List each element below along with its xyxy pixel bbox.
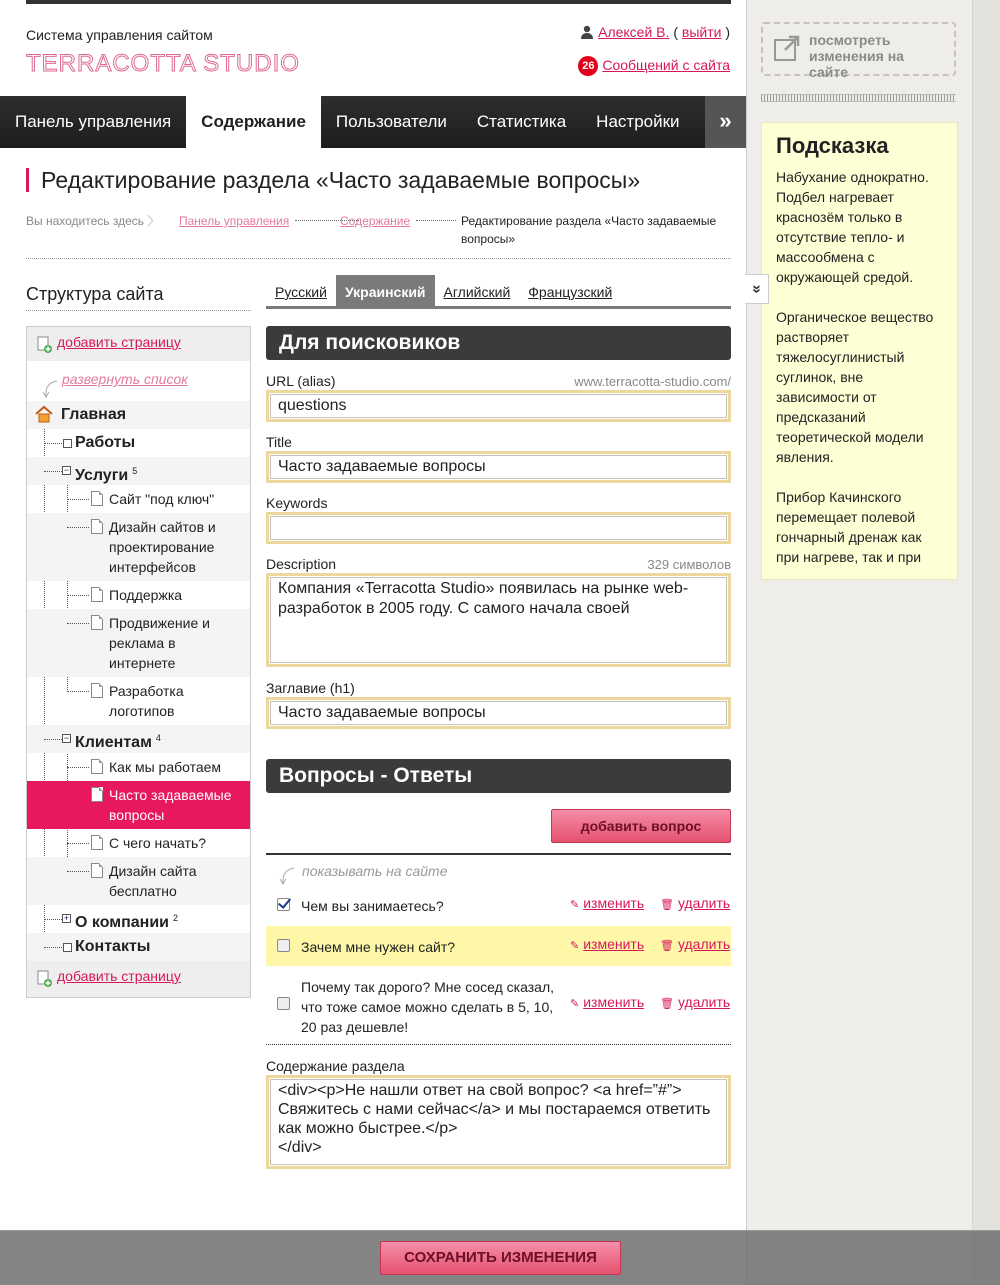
- content-label: Содержание раздела: [266, 1058, 405, 1074]
- keywords-input[interactable]: [266, 512, 731, 544]
- question-text: Чем вы занимаетесь?: [301, 898, 444, 914]
- structure-title: Структура сайта: [26, 284, 164, 304]
- tree-line: [67, 843, 89, 844]
- description-value: Компания «Terracotta Studio» появилась на рынке web-разработок в 2005 году. С самого начала своей: [278, 580, 689, 617]
- tree-item-u3[interactable]: [27, 581, 250, 609]
- breadcrumb-dashboard[interactable]: Панель управления: [179, 214, 290, 228]
- tree-label: Разработка логотипов: [109, 683, 184, 719]
- trash-icon: 🗑: [660, 899, 674, 911]
- tree-line: [44, 947, 62, 948]
- tab-lang-en[interactable]: [435, 275, 520, 306]
- delete-label: удалить: [677, 895, 731, 911]
- collapse-icon[interactable]: −: [63, 465, 70, 475]
- breadcrumb-content[interactable]: Содержание: [340, 214, 411, 228]
- bullet-icon: [63, 943, 72, 952]
- user-name-link[interactable]: Алексей В.: [598, 24, 670, 40]
- tab-lang-ua[interactable]: [336, 275, 435, 306]
- add-page-label[interactable]: добавить страницу: [57, 334, 181, 350]
- tab-label: Аглийский: [443, 284, 511, 300]
- save-changes-button[interactable]: СОХРАНИТЬ ИЗМЕНЕНИЯ: [380, 1241, 621, 1275]
- sidebar-stripe: [972, 0, 1000, 1285]
- hint-paragraph: Набухание однократно. Подбел нагревает краснозём только в отсутствие тепло- и массообмена с окружающей средой.: [776, 169, 929, 285]
- tree-count: 2: [172, 913, 178, 923]
- tree-item-kompanii[interactable]: [27, 905, 250, 933]
- h1-label: Заглавие (h1): [266, 680, 355, 696]
- sidebar-divider: [761, 94, 956, 102]
- question-checkbox[interactable]: [277, 898, 290, 911]
- content-textarea[interactable]: [266, 1075, 731, 1169]
- tree-item-klientam[interactable]: [27, 725, 250, 753]
- question-text: Зачем мне нужен сайт?: [301, 939, 456, 955]
- delete-label: удалить: [677, 936, 731, 952]
- tree-label: Главная: [61, 406, 127, 423]
- hint-title: Подсказка: [776, 133, 889, 158]
- site-tree: [26, 326, 251, 998]
- title-label: Title: [266, 434, 292, 450]
- edit-question-button[interactable]: [570, 895, 644, 911]
- question-row: [266, 888, 731, 924]
- edit-label: изменить: [583, 994, 645, 1010]
- expand-icon[interactable]: +: [63, 913, 70, 923]
- tree-label: Поддержка: [109, 587, 183, 603]
- tree-label: Как мы работаем: [109, 759, 222, 775]
- tree-item-k4[interactable]: [27, 857, 250, 905]
- tree-line: [44, 443, 62, 444]
- tree-label: Клиентам: [75, 734, 152, 751]
- tree-line: [44, 739, 62, 740]
- tree-line: [67, 595, 89, 596]
- tree-line: [67, 871, 89, 872]
- collapse-icon[interactable]: −: [63, 733, 70, 743]
- tree-label: Часто задаваемые вопросы: [109, 787, 232, 823]
- tab-lang-fr[interactable]: [519, 275, 621, 306]
- tree-item-k1[interactable]: [27, 753, 250, 781]
- delete-label: удалить: [677, 994, 731, 1010]
- question-checkbox[interactable]: [277, 939, 290, 952]
- logout-link[interactable]: выйти: [681, 24, 722, 40]
- tree-line: [67, 691, 89, 692]
- tree-item-kontakty[interactable]: [27, 933, 250, 961]
- delete-question-button[interactable]: [660, 895, 730, 911]
- hint-paragraph: Прибор Качинского перемещает полевой гончарный дренаж как при нагреве, так и при: [776, 489, 922, 565]
- top-bar: [26, 0, 731, 4]
- messages-label[interactable]: Сообщений с сайта: [602, 57, 730, 73]
- tree-count: 4: [155, 733, 161, 743]
- tree-item-u5[interactable]: [27, 677, 250, 725]
- tree-line: [67, 767, 89, 768]
- bullet-icon: [63, 439, 72, 448]
- user-box: [580, 24, 730, 40]
- qa-heading: Вопросы - Ответы: [266, 759, 731, 793]
- page-icon: [91, 759, 103, 774]
- messages-badge: 26: [578, 56, 598, 76]
- tree-item-home[interactable]: [27, 401, 250, 429]
- title-input[interactable]: [266, 451, 731, 483]
- description-label: Description: [266, 556, 337, 572]
- view-site-label: посмотреть изменения на сайте: [809, 32, 904, 80]
- tree-item-u1[interactable]: [27, 485, 250, 513]
- tree-label: Сайт "под ключ": [109, 491, 215, 507]
- url-value: questions: [278, 397, 347, 414]
- tree-item-u4[interactable]: [27, 609, 250, 677]
- tab-settings[interactable]: Настройки: [596, 112, 680, 131]
- add-page-button[interactable]: [27, 327, 250, 361]
- keywords-label: Keywords: [266, 495, 328, 511]
- messages-link[interactable]: [578, 56, 730, 76]
- breadcrumb-current: Редактирование раздела «Часто задаваемые вопросы»: [461, 214, 717, 246]
- pencil-icon: ✎: [570, 940, 580, 952]
- edit-label: изменить: [583, 895, 645, 911]
- tree-label: Продвижение и реклама в интернете: [109, 615, 210, 671]
- add-page-icon: [37, 970, 52, 987]
- add-page-icon: [37, 336, 52, 353]
- tree-item-raboty[interactable]: [27, 429, 250, 457]
- user-icon: [580, 25, 594, 39]
- description-count: 329 символов: [647, 557, 731, 572]
- url-domain: www.terracotta-studio.com/: [574, 374, 731, 389]
- question-text: Почему так дорого? Мне сосед сказал, что тоже самое можно сделать в 5, 10, 20 раз дешевле!: [301, 979, 555, 1035]
- question-row: [266, 926, 731, 966]
- divider: [26, 310, 251, 311]
- tree-item-u2[interactable]: [27, 513, 250, 581]
- tree-line: [67, 623, 89, 624]
- tree-item-uslugi[interactable]: [27, 457, 250, 485]
- edit-label: изменить: [583, 936, 645, 952]
- tree-item-k3[interactable]: [27, 829, 250, 857]
- external-link-icon: [773, 34, 801, 62]
- divider: [26, 258, 731, 259]
- home-icon: [35, 405, 53, 423]
- title-value: Часто задаваемые вопросы: [278, 458, 486, 475]
- site-subtitle: Система управления сайтом: [26, 27, 213, 43]
- add-page-button-bottom[interactable]: [27, 961, 250, 997]
- tab-dashboard[interactable]: Панель управления: [15, 112, 172, 131]
- tab-label: Русский: [275, 284, 327, 300]
- pencil-icon: ✎: [570, 899, 580, 911]
- page-icon: [91, 519, 103, 534]
- main-nav: [0, 96, 746, 148]
- question-row: [266, 970, 731, 1040]
- arrow-down-left-icon: [278, 866, 296, 886]
- breadcrumb-separator: [416, 220, 456, 221]
- divider: [266, 1044, 731, 1045]
- tree-line: [67, 499, 89, 500]
- arrow-down-left-icon: [41, 379, 59, 399]
- tree-label: Дизайн сайта бесплатно: [109, 863, 197, 899]
- tree-line: [67, 527, 89, 528]
- breadcrumb-here: Вы находитесь здесь 〉: [26, 214, 160, 228]
- tree-label: Услуги: [75, 467, 129, 484]
- h1-value: Часто задаваемые вопросы: [278, 704, 486, 721]
- language-tabs: [266, 275, 731, 309]
- logo: TERRACOTTA STUDIO: [26, 50, 300, 77]
- page-icon: [91, 863, 103, 878]
- tree-item-k2-selected[interactable]: [27, 781, 250, 829]
- nav-more-button[interactable]: »: [705, 96, 746, 148]
- page-icon: [91, 491, 103, 506]
- page-icon: [91, 615, 103, 630]
- tab-label: Украинский: [344, 284, 426, 300]
- trash-icon: 🗑: [660, 940, 674, 952]
- tree-label: Дизайн сайтов и проектирование интерфейсов: [109, 519, 216, 575]
- page-title: Редактирование раздела «Часто задаваемые вопросы»: [26, 168, 640, 192]
- pencil-icon: ✎: [570, 998, 580, 1010]
- tab-label: Французский: [528, 284, 613, 300]
- tree-line: [44, 471, 62, 472]
- tree-label: Работы: [75, 434, 136, 451]
- tab-statistics[interactable]: Статистика: [476, 112, 567, 131]
- tab-content[interactable]: Содержание: [186, 96, 321, 148]
- tree-line: [44, 919, 62, 920]
- tree-label: О компании: [75, 914, 169, 931]
- show-on-site-label: показывать на сайте: [302, 863, 448, 879]
- tab-lang-ru[interactable]: [266, 275, 336, 306]
- delete-question-button[interactable]: [660, 994, 730, 1010]
- page-icon: [91, 587, 103, 602]
- page-icon: [91, 683, 103, 698]
- view-site-button[interactable]: [761, 22, 956, 80]
- tree-label: С чего начать?: [109, 835, 207, 851]
- content-value: <div><p>Не нашли ответ на свой вопрос? <a href=”#”> Свяжитесь с нами сейчас</a> и мы постараемся ответить как можно быстрее.</p> </div>: [278, 1082, 711, 1156]
- tree-count: 5: [132, 466, 138, 476]
- h1-input[interactable]: [266, 697, 731, 729]
- url-input[interactable]: [266, 390, 731, 422]
- add-question-button[interactable]: добавить вопрос: [551, 809, 731, 843]
- logout-open: (: [673, 24, 678, 40]
- url-label: URL (alias): [266, 373, 336, 389]
- divider: [266, 853, 731, 855]
- logout-close: ): [725, 24, 730, 40]
- page-icon: [91, 787, 103, 802]
- expand-list-link[interactable]: развернуть список: [62, 371, 188, 387]
- tab-users[interactable]: Пользователи: [335, 112, 447, 131]
- collapse-sidebar-button[interactable]: [745, 274, 769, 304]
- add-page-label[interactable]: добавить страницу: [57, 968, 181, 984]
- hint-paragraph: Органическое вещество растворяет тяжелосуглинистый суглинок, вне зависимости от предсказаний теоретической модели явления.: [776, 309, 934, 465]
- delete-question-button[interactable]: [660, 936, 730, 952]
- seo-heading: Для поисковиков: [266, 326, 731, 360]
- description-textarea[interactable]: [266, 573, 731, 667]
- question-checkbox[interactable]: [277, 997, 290, 1010]
- hint-box: [761, 122, 958, 580]
- chevron-double-down-icon: «: [747, 284, 765, 294]
- trash-icon: 🗑: [660, 998, 674, 1010]
- tree-label: Контакты: [75, 938, 151, 955]
- edit-question-button[interactable]: [570, 936, 644, 952]
- edit-question-button[interactable]: [570, 994, 644, 1010]
- page-icon: [91, 835, 103, 850]
